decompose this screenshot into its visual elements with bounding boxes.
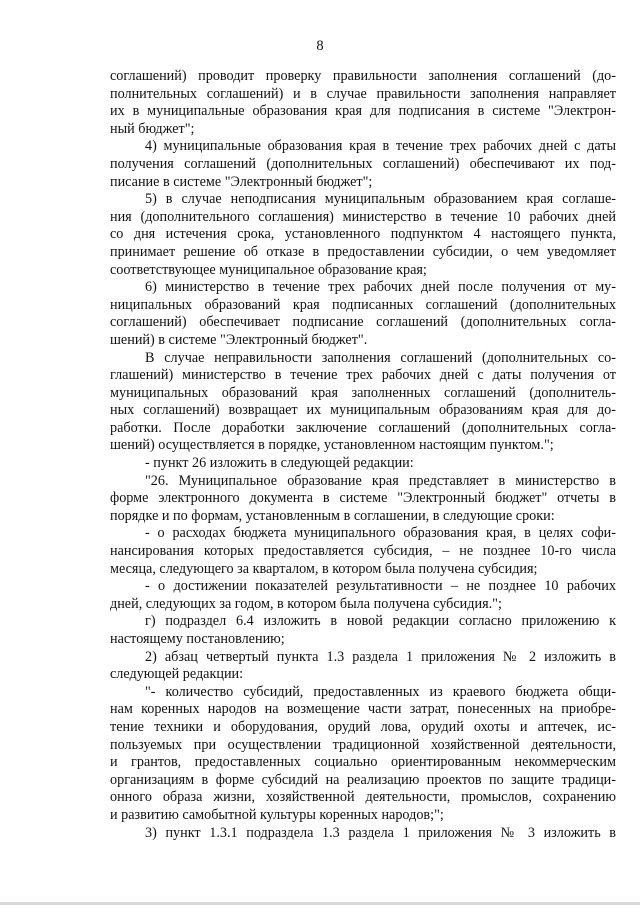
text-line: месяца, следующего за кварталом, в котором была получена субсидия; <box>110 560 538 577</box>
text-line: "- количество субсидий, предоставленных из краевого бюджета общи- <box>145 683 616 700</box>
text-line: ниципальных образований края подписанных соглашений (дополнительных <box>110 296 616 313</box>
text-line: ных соглашений) возвращает их муниципальным образованиям края для до- <box>110 402 616 419</box>
text-line: соглашений) обеспечивает подписание соглашений (дополнительных согла- <box>110 314 616 331</box>
text-line: работки. После доработки заключение соглашений (дополнительных согла- <box>110 419 616 436</box>
text-line: полнительных соглашений) и в случае правильности заполнения направляет <box>110 85 616 102</box>
text-line: - о расходах бюджета муниципального образования края, в целях софи- <box>145 525 616 542</box>
text-line: - пункт 26 изложить в следующей редакции: <box>145 455 414 472</box>
text-line: настоящему постановлению; <box>110 631 285 647</box>
text-line: соответствующее муниципальное образование края; <box>110 261 427 278</box>
text-line: и развитию самобытной культуры коренных народов;"; <box>110 806 444 823</box>
text-line: 4) муниципальные образования края в течение трех рабочих дней с даты <box>145 138 616 155</box>
text-line: В случае неправильности заполнения соглашений (дополнительных со- <box>145 349 616 366</box>
text-line: шений) в системе "Электронный бюджет". <box>110 331 368 348</box>
text-line: соглашений) проводит проверку правильности заполнения соглашений (до- <box>110 68 616 84</box>
text-line: ный бюджет"; <box>110 120 195 137</box>
text-line: организациям в форме субсидий на реализацию проектов по защите традици- <box>110 771 616 788</box>
text-line: порядке и по формам, установленным в соглашении, в следующие сроки: <box>110 507 555 524</box>
text-line: 5) в случае неподписания муниципальным образованием края соглаше- <box>145 191 616 208</box>
text-line: форме электронного документа в системе "Электронный бюджет" отчеты в <box>110 490 616 507</box>
document-body <box>110 68 616 842</box>
text-line: "26. Муниципальное образование края представляет в министерство в <box>145 472 616 489</box>
page-number: 8 <box>316 38 324 54</box>
text-line: пользуемых при осуществлении традиционной хозяйственной деятельности, <box>110 736 616 753</box>
text-line: писание в системе "Электронный бюджет"; <box>110 173 373 190</box>
text-line: дней, следующих за годом, в котором была получена субсидия."; <box>110 595 502 612</box>
text-line: глашений) министерство в течение трех рабочих дней с даты получения от <box>110 367 616 384</box>
text-line: следующей редакции: <box>110 666 244 683</box>
text-line: со дня истечения срока, установленного подпунктом 4 настоящего пункта, <box>110 226 616 243</box>
text-line: онного образа жизни, хозяйственной деятельности, промыслов, сохранению <box>110 789 616 806</box>
text-line: тение техники и оборудования, орудий лова, орудий охоты и аптечек, ис- <box>110 718 616 735</box>
text-line: г) подраздел 6.4 изложить в новой редакции согласно приложению к <box>145 613 616 630</box>
text-line: шений) осуществляется в порядке, установленном настоящим пунктом."; <box>110 437 554 454</box>
text-line: получения соглашений (дополнительных соглашений) обеспечивают их под- <box>110 155 616 172</box>
text-line: нам коренных народов на возмещение части затрат, понесенных на приобре- <box>110 701 616 718</box>
text-line: 6) министерство в течение трех рабочих дней после получения от му- <box>145 279 616 296</box>
text-line: - о достижении показателей результативности – не позднее 10 рабочих <box>145 578 616 595</box>
text-line: 3) пункт 1.3.1 подраздела 1.3 раздела 1 приложения № 3 изложить в <box>145 824 616 841</box>
text-line: их в муниципальные образования края для подписания в системе "Электрон- <box>110 103 616 120</box>
text-line: и грантов, предоставленных социально ориентированным некоммерческим <box>110 754 616 771</box>
text-line: принимает решение об отказе в предоставлении субсидии, о чем уведомляет <box>110 243 616 260</box>
text-line: нансирования которых предоставляется субсидия, – не позднее 10-го числа <box>110 543 616 560</box>
text-line: муниципальных образований края заполненных соглашений (дополнитель- <box>110 384 616 401</box>
text-line: ния (дополнительного соглашения) министерство в течение 10 рабочих дней <box>110 208 616 225</box>
text-line: 2) абзац четвертый пункта 1.3 раздела 1 приложения № 2 изложить в <box>145 648 616 665</box>
